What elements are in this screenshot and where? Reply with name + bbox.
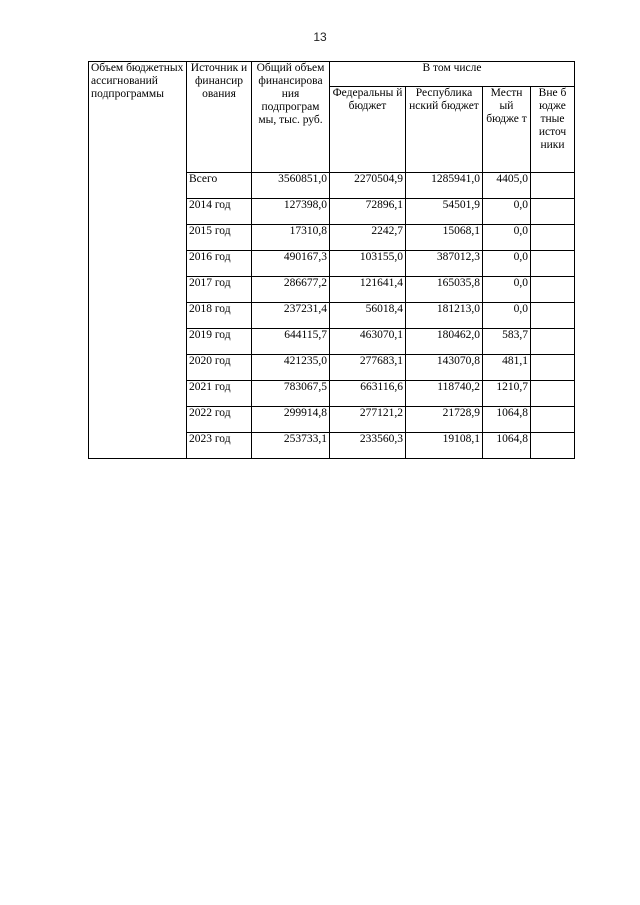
cell-local: 1064,8 [483, 433, 531, 459]
header-extrabudgetary: Вне б юдже тные источ ники [531, 87, 575, 173]
cell-federal: 277121,2 [330, 407, 406, 433]
cell-local: 0,0 [483, 199, 531, 225]
cell-local: 0,0 [483, 303, 531, 329]
cell-republic: 21728,9 [406, 407, 483, 433]
cell-period: 2015 год [187, 225, 252, 251]
cell-local: 0,0 [483, 277, 531, 303]
header-total-funding: Общий объем финансирова ния подпрограм мы, тыс. руб. [252, 62, 330, 173]
header-republic-budget: Республика нский бюджет [406, 87, 483, 173]
cell-local: 583,7 [483, 329, 531, 355]
cell-republic: 181213,0 [406, 303, 483, 329]
cell-federal: 233560,3 [330, 433, 406, 459]
cell-local: 4405,0 [483, 173, 531, 199]
cell-total: 286677,2 [252, 277, 330, 303]
cell-federal: 2242,7 [330, 225, 406, 251]
cell-total: 783067,5 [252, 381, 330, 407]
cell-republic: 387012,3 [406, 251, 483, 277]
cell-local: 1064,8 [483, 407, 531, 433]
header-including: В том числе [330, 62, 575, 87]
cell-federal: 56018,4 [330, 303, 406, 329]
page-number: 13 [313, 30, 327, 44]
cell-total: 490167,3 [252, 251, 330, 277]
cell-republic: 143070,8 [406, 355, 483, 381]
cell-local: 1210,7 [483, 381, 531, 407]
cell-extrabudgetary [531, 199, 575, 225]
cell-total: 299914,8 [252, 407, 330, 433]
cell-republic: 118740,2 [406, 381, 483, 407]
header-local-budget: Местн ый бюдже т [483, 87, 531, 173]
cell-total: 17310,8 [252, 225, 330, 251]
cell-federal: 277683,1 [330, 355, 406, 381]
cell-period: 2023 год [187, 433, 252, 459]
cell-period: 2021 год [187, 381, 252, 407]
cell-local: 481,1 [483, 355, 531, 381]
cell-republic: 19108,1 [406, 433, 483, 459]
header-budget-allocations: Объем бюджетных ассигнований подпрограммы [89, 62, 187, 459]
header-funding-source: Источник и финансир ования [187, 62, 252, 173]
cell-extrabudgetary [531, 381, 575, 407]
cell-extrabudgetary [531, 173, 575, 199]
cell-extrabudgetary [531, 251, 575, 277]
cell-federal: 463070,1 [330, 329, 406, 355]
cell-period: 2014 год [187, 199, 252, 225]
cell-local: 0,0 [483, 251, 531, 277]
cell-period: 2018 год [187, 303, 252, 329]
cell-federal: 2270504,9 [330, 173, 406, 199]
cell-republic: 165035,8 [406, 277, 483, 303]
cell-period: 2017 год [187, 277, 252, 303]
cell-federal: 72896,1 [330, 199, 406, 225]
cell-period: 2020 год [187, 355, 252, 381]
cell-extrabudgetary [531, 303, 575, 329]
cell-federal: 103155,0 [330, 251, 406, 277]
cell-total: 127398,0 [252, 199, 330, 225]
cell-extrabudgetary [531, 433, 575, 459]
cell-local: 0,0 [483, 225, 531, 251]
cell-period: Всего [187, 173, 252, 199]
cell-total: 253733,1 [252, 433, 330, 459]
cell-extrabudgetary [531, 355, 575, 381]
budget-table [88, 61, 575, 459]
cell-total: 237231,4 [252, 303, 330, 329]
cell-period: 2016 год [187, 251, 252, 277]
cell-federal: 663116,6 [330, 381, 406, 407]
cell-total: 421235,0 [252, 355, 330, 381]
cell-period: 2022 год [187, 407, 252, 433]
cell-extrabudgetary [531, 277, 575, 303]
cell-republic: 1285941,0 [406, 173, 483, 199]
cell-extrabudgetary [531, 329, 575, 355]
cell-extrabudgetary [531, 407, 575, 433]
header-row-1 [89, 62, 575, 87]
cell-period: 2019 год [187, 329, 252, 355]
cell-total: 3560851,0 [252, 173, 330, 199]
cell-republic: 54501,9 [406, 199, 483, 225]
cell-republic: 15068,1 [406, 225, 483, 251]
cell-federal: 121641,4 [330, 277, 406, 303]
cell-extrabudgetary [531, 225, 575, 251]
header-federal-budget: Федеральны й бюджет [330, 87, 406, 173]
cell-total: 644115,7 [252, 329, 330, 355]
cell-republic: 180462,0 [406, 329, 483, 355]
